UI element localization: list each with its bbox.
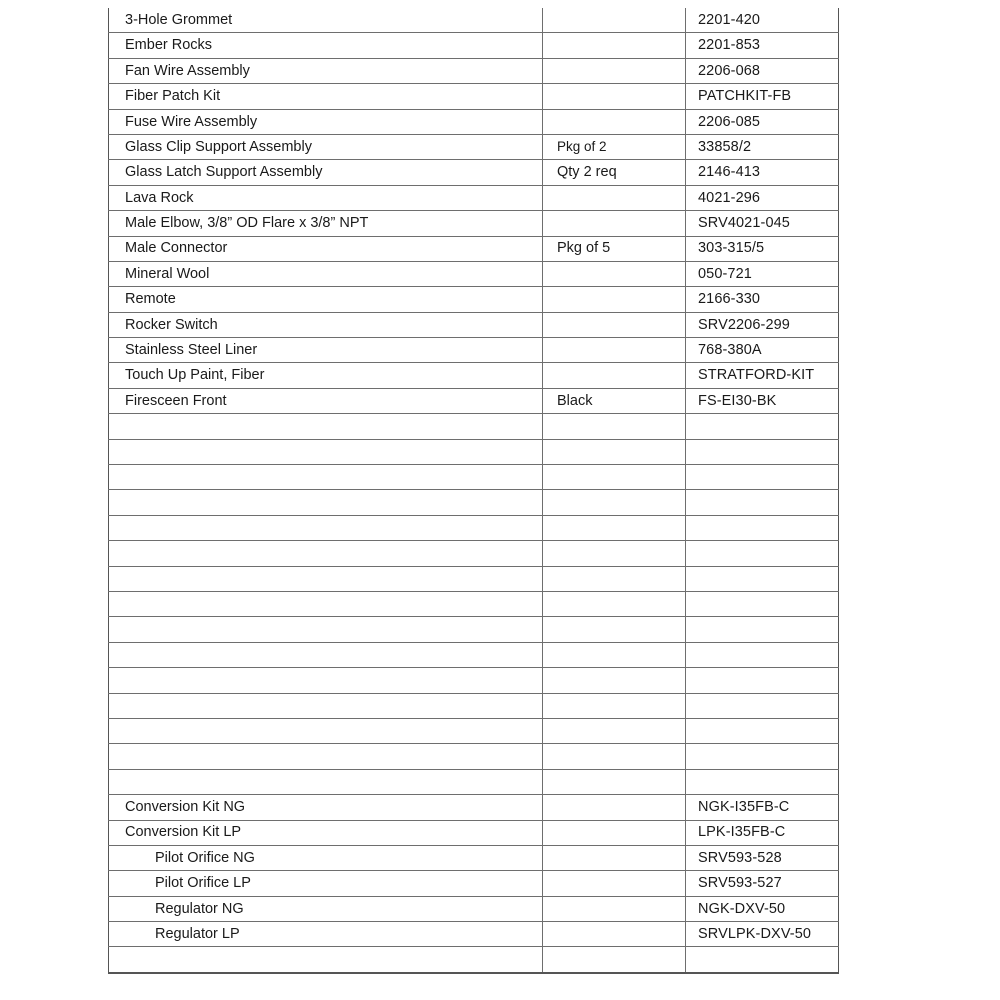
part-note [543,8,686,33]
part-number: NGK-I35FB-C [686,795,839,820]
table-row [109,922,839,947]
part-description: Rocker Switch [109,312,543,337]
part-number: 2206-085 [686,109,839,134]
part-note [543,845,686,870]
part-number [686,465,839,490]
table-row [109,84,839,109]
table-row [109,58,839,83]
table-row [109,845,839,870]
table-row [109,363,839,388]
part-note [543,718,686,743]
part-note [543,414,686,439]
table-row [109,668,839,693]
part-note [543,642,686,667]
part-number: 303-315/5 [686,236,839,261]
part-note [543,668,686,693]
part-description [109,718,543,743]
part-description: Fiber Patch Kit [109,84,543,109]
table-row [109,591,839,616]
part-number [686,693,839,718]
part-number: NGK-DXV-50 [686,896,839,921]
part-description: Fuse Wire Assembly [109,109,543,134]
part-note: Black [543,388,686,413]
table-row [109,414,839,439]
part-description: Regulator LP [109,922,543,947]
part-note [543,465,686,490]
part-number [686,718,839,743]
part-number: SRVLPK-DXV-50 [686,922,839,947]
table-row [109,744,839,769]
table-row [109,947,839,973]
part-number: 4021-296 [686,185,839,210]
part-note [543,287,686,312]
part-note [543,109,686,134]
table-row [109,515,839,540]
part-note [543,439,686,464]
table-row [109,795,839,820]
part-number: 2166-330 [686,287,839,312]
table-row [109,718,839,743]
part-description: Conversion Kit LP [109,820,543,845]
table-row [109,109,839,134]
part-description: Mineral Wool [109,261,543,286]
part-description [109,947,543,973]
part-description: Firesceen Front [109,388,543,413]
table-row [109,541,839,566]
part-note [543,744,686,769]
part-description: Pilot Orifice LP [109,871,543,896]
table-row [109,439,839,464]
part-note [543,871,686,896]
part-description: Conversion Kit NG [109,795,543,820]
part-number [686,617,839,642]
table-row [109,490,839,515]
part-note [543,795,686,820]
table-row [109,261,839,286]
table-row [109,338,839,363]
part-description [109,591,543,616]
part-number [686,591,839,616]
part-note [543,515,686,540]
part-number [686,566,839,591]
part-description [109,744,543,769]
part-number: 050-721 [686,261,839,286]
parts-table [108,8,839,974]
part-number: 2146-413 [686,160,839,185]
part-description [109,541,543,566]
part-number: FS-EI30-BK [686,388,839,413]
part-number [686,439,839,464]
part-number: STRATFORD-KIT [686,363,839,388]
part-note [543,84,686,109]
table-row [109,465,839,490]
part-description [109,642,543,667]
part-number [686,642,839,667]
part-description [109,668,543,693]
part-number: SRV593-528 [686,845,839,870]
table-row [109,236,839,261]
part-note [543,922,686,947]
part-note [543,947,686,973]
part-number [686,414,839,439]
part-number [686,515,839,540]
part-description: Pilot Orifice NG [109,845,543,870]
part-note [543,896,686,921]
table-row [109,769,839,794]
part-description: Ember Rocks [109,33,543,58]
part-note: Pkg of 5 [543,236,686,261]
part-description: Regulator NG [109,896,543,921]
part-description: Glass Latch Support Assembly [109,160,543,185]
part-number [686,947,839,973]
part-description [109,566,543,591]
part-note [543,261,686,286]
table-row [109,820,839,845]
part-number: 2201-420 [686,8,839,33]
part-note [543,617,686,642]
part-number [686,541,839,566]
part-note [543,58,686,83]
part-description: Male Connector [109,236,543,261]
part-number: SRV2206-299 [686,312,839,337]
part-description: Stainless Steel Liner [109,338,543,363]
part-note [543,211,686,236]
table-row [109,896,839,921]
part-description: Remote [109,287,543,312]
part-description: 3-Hole Grommet [109,8,543,33]
part-number: SRV4021-045 [686,211,839,236]
part-number [686,744,839,769]
parts-table-body [109,8,839,973]
part-description: Male Elbow, 3/8” OD Flare x 3/8” NPT [109,211,543,236]
part-number: SRV593-527 [686,871,839,896]
part-note [543,769,686,794]
part-description [109,490,543,515]
part-note [543,33,686,58]
part-description: Lava Rock [109,185,543,210]
table-row [109,566,839,591]
part-note [543,566,686,591]
part-description: Fan Wire Assembly [109,58,543,83]
table-row [109,287,839,312]
part-note [543,693,686,718]
part-note: Pkg of 2 [543,134,686,159]
part-note: Qty 2 req [543,160,686,185]
table-row [109,134,839,159]
part-number: 2206-068 [686,58,839,83]
table-row [109,388,839,413]
part-description [109,515,543,540]
part-note [543,312,686,337]
table-row [109,871,839,896]
table-row [109,211,839,236]
part-note [543,490,686,515]
table-row [109,160,839,185]
part-description: Touch Up Paint, Fiber [109,363,543,388]
table-row [109,312,839,337]
part-number: 2201-853 [686,33,839,58]
table-row [109,33,839,58]
part-note [543,820,686,845]
part-description [109,769,543,794]
part-number: 33858/2 [686,134,839,159]
part-description [109,465,543,490]
part-description [109,414,543,439]
part-description [109,439,543,464]
part-number [686,490,839,515]
part-description [109,617,543,642]
part-number: LPK-I35FB-C [686,820,839,845]
table-row [109,642,839,667]
table-row [109,617,839,642]
part-note [543,363,686,388]
part-number: 768-380A [686,338,839,363]
part-number: PATCHKIT-FB [686,84,839,109]
part-note [543,541,686,566]
part-description [109,693,543,718]
table-row [109,8,839,33]
table-row [109,693,839,718]
part-number [686,668,839,693]
part-description: Glass Clip Support Assembly [109,134,543,159]
part-number [686,769,839,794]
part-note [543,185,686,210]
part-note [543,591,686,616]
table-row [109,185,839,210]
part-note [543,338,686,363]
